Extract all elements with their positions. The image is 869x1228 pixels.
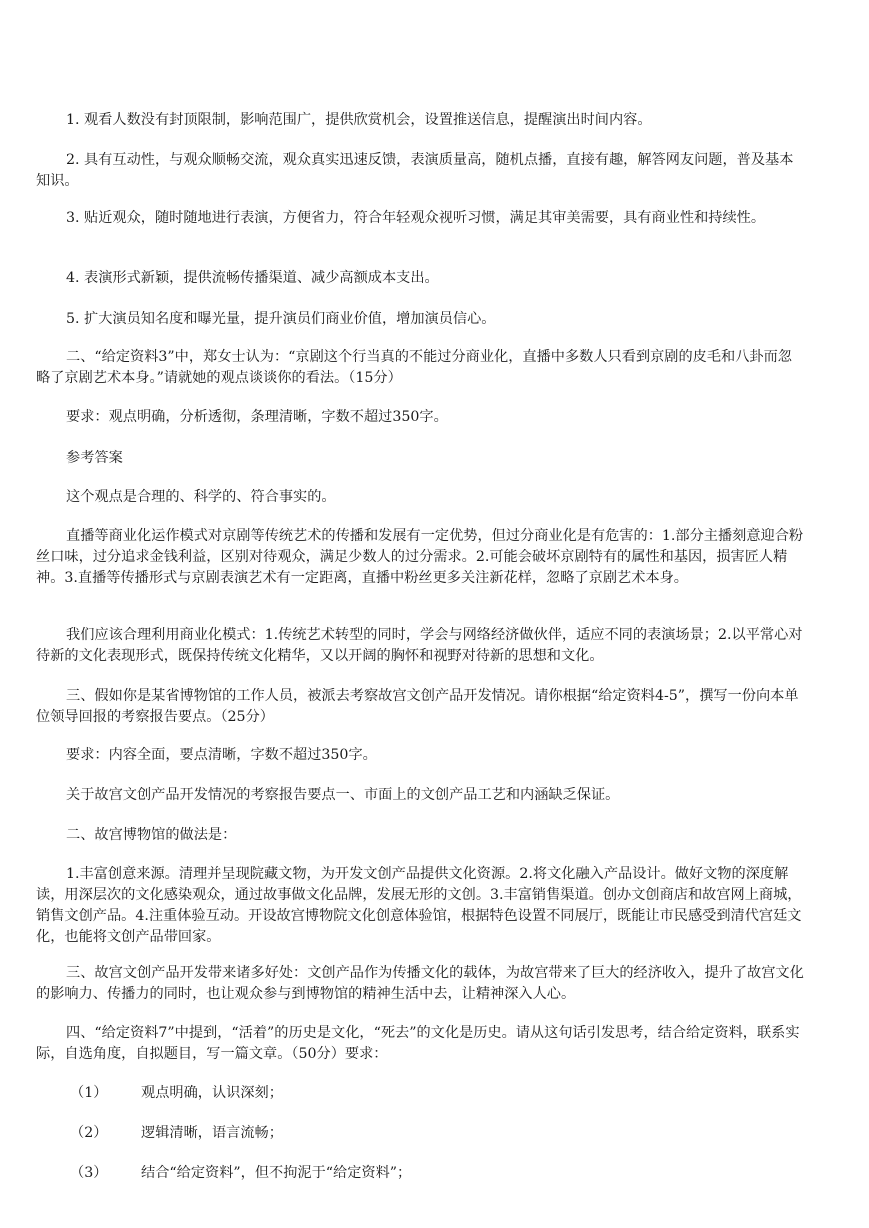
question-3-requirement: 要求：内容全面，要点清晰，字数不超过350字。 [66,747,377,763]
answer-2-body: 直播等商业化运作模式对京剧等传统艺术的传播和发展有一定优势，但过分商业化是有危害的：1.部分主播刻意迎合粉丝口味，过分追求金钱利益，区别对待观众，满足少数人的过分需求。2.可能会破坏京剧特有的属性和基因，损害匠人精神。3.直播等传播形式与京剧表演艺术有一定距离，直播中粉丝更多关注新花样，忽略了京剧艺术本身。 [36,528,804,586]
question-3: 三、假如你是某省博物馆的工作人员，被派去考察故宫文创产品开发情况。请你根据“给定资料4-5”，撰写一份向本单位领导回报的考察报告要点。（25分） [36,688,799,725]
requirement-item [70,1083,283,1104]
answer-3-section-2-heading: 二、故宫博物馆的做法是： [66,827,237,843]
requirement-text: 观点明确，认识深刻； [141,1085,283,1101]
answer-point-4: 4. 表演形式新颖，提供流畅传播渠道、减少高额成本支出。 [66,270,439,286]
requirement-number: （2） [70,1125,108,1141]
answer-3-section-2-body: 1.丰富创意来源。清理并呈现院藏文物，为开发文创产品提供文化资源。2.将文化融入产品设计。做好文物的深度解读，用深层次的文化感染观众，通过故事做文化品牌，发展无形的文创。3.丰富销售渠道。创办文创商店和故宫网上商城，销售文创产品。4.注重体验互动。开设故宫博物院文化创意体验馆，根据特色设置不同展厅，既能让市民感受到清代宫廷文化，也能将文创产品带回家。 [36,866,802,945]
requirement-item [70,1123,283,1144]
question-4: 四、“给定资料7”中提到，“活着”的历史是文化，“死去”的文化是历史。请从这句话引发思考，结合给定资料，联系实际，自选角度，自拟题目，写一篇文章。（50分）要求： [36,1025,800,1062]
requirement-number: （1） [70,1085,108,1101]
requirement-number: （3） [70,1165,108,1181]
requirement-text: 结合“给定资料”，但不拘泥于“给定资料”； [141,1165,412,1181]
answer-2-thesis: 这个观点是合理的、科学的、符合事实的。 [66,489,336,505]
question-2-requirement: 要求：观点明确，分析透彻，条理清晰，字数不超过350字。 [66,409,448,425]
answer-point-1: 1. 观看人数没有封顶限制，影响范围广，提供欣赏机会，设置推送信息，提醒演出时间内容。 [66,112,652,128]
answer-3-section-3: 三、故宫文创产品开发带来诸多好处：文创产品作为传播文化的载体，为故宫带来了巨大的经济收入，提升了故宫文化的影响力、传播力的同时，也让观众参与到博物馆的精神生活中去，让精神深入人心。 [36,965,804,1002]
answer-point-3: 3. 贴近观众，随时随地进行表演，方便省力，符合年轻观众视听习惯，满足其审美需要，具有商业性和持续性。 [66,210,766,226]
answer-point-2: 2. 具有互动性，与观众顺畅交流，观众真实迅速反馈，表演质量高，随机点播，直接有趣，解答网友问题，普及基本知识。 [36,152,794,189]
answer-point-5: 5. 扩大演员知名度和曝光量，提升演员们商业价值，增加演员信心。 [66,311,496,327]
requirement-item [70,1163,411,1184]
question-2: 二、“给定资料3”中，郑女士认为：“京剧这个行当真的不能过分商业化，直播中多数人只看到京剧的皮毛和八卦而忽略了京剧艺术本身。”请就她的观点谈谈你的看法。（15分） [36,349,792,386]
answer-3-title: 关于故宫文创产品开发情况的考察报告要点一、市面上的文创产品工艺和内涵缺乏保证。 [66,787,620,803]
answer-2-conclusion: 我们应该合理利用商业化模式：1.传统艺术转型的同时，学会与网络经济做伙伴，适应不同的表演场景；2.以平常心对待新的文化表现形式，既保持传统文化精华，又以开阔的胸怀和视野对待新的思想和文化。 [36,627,803,664]
requirement-text: 逻辑清晰，语言流畅； [141,1125,283,1141]
reference-answer-heading: 参考答案 [66,450,123,466]
